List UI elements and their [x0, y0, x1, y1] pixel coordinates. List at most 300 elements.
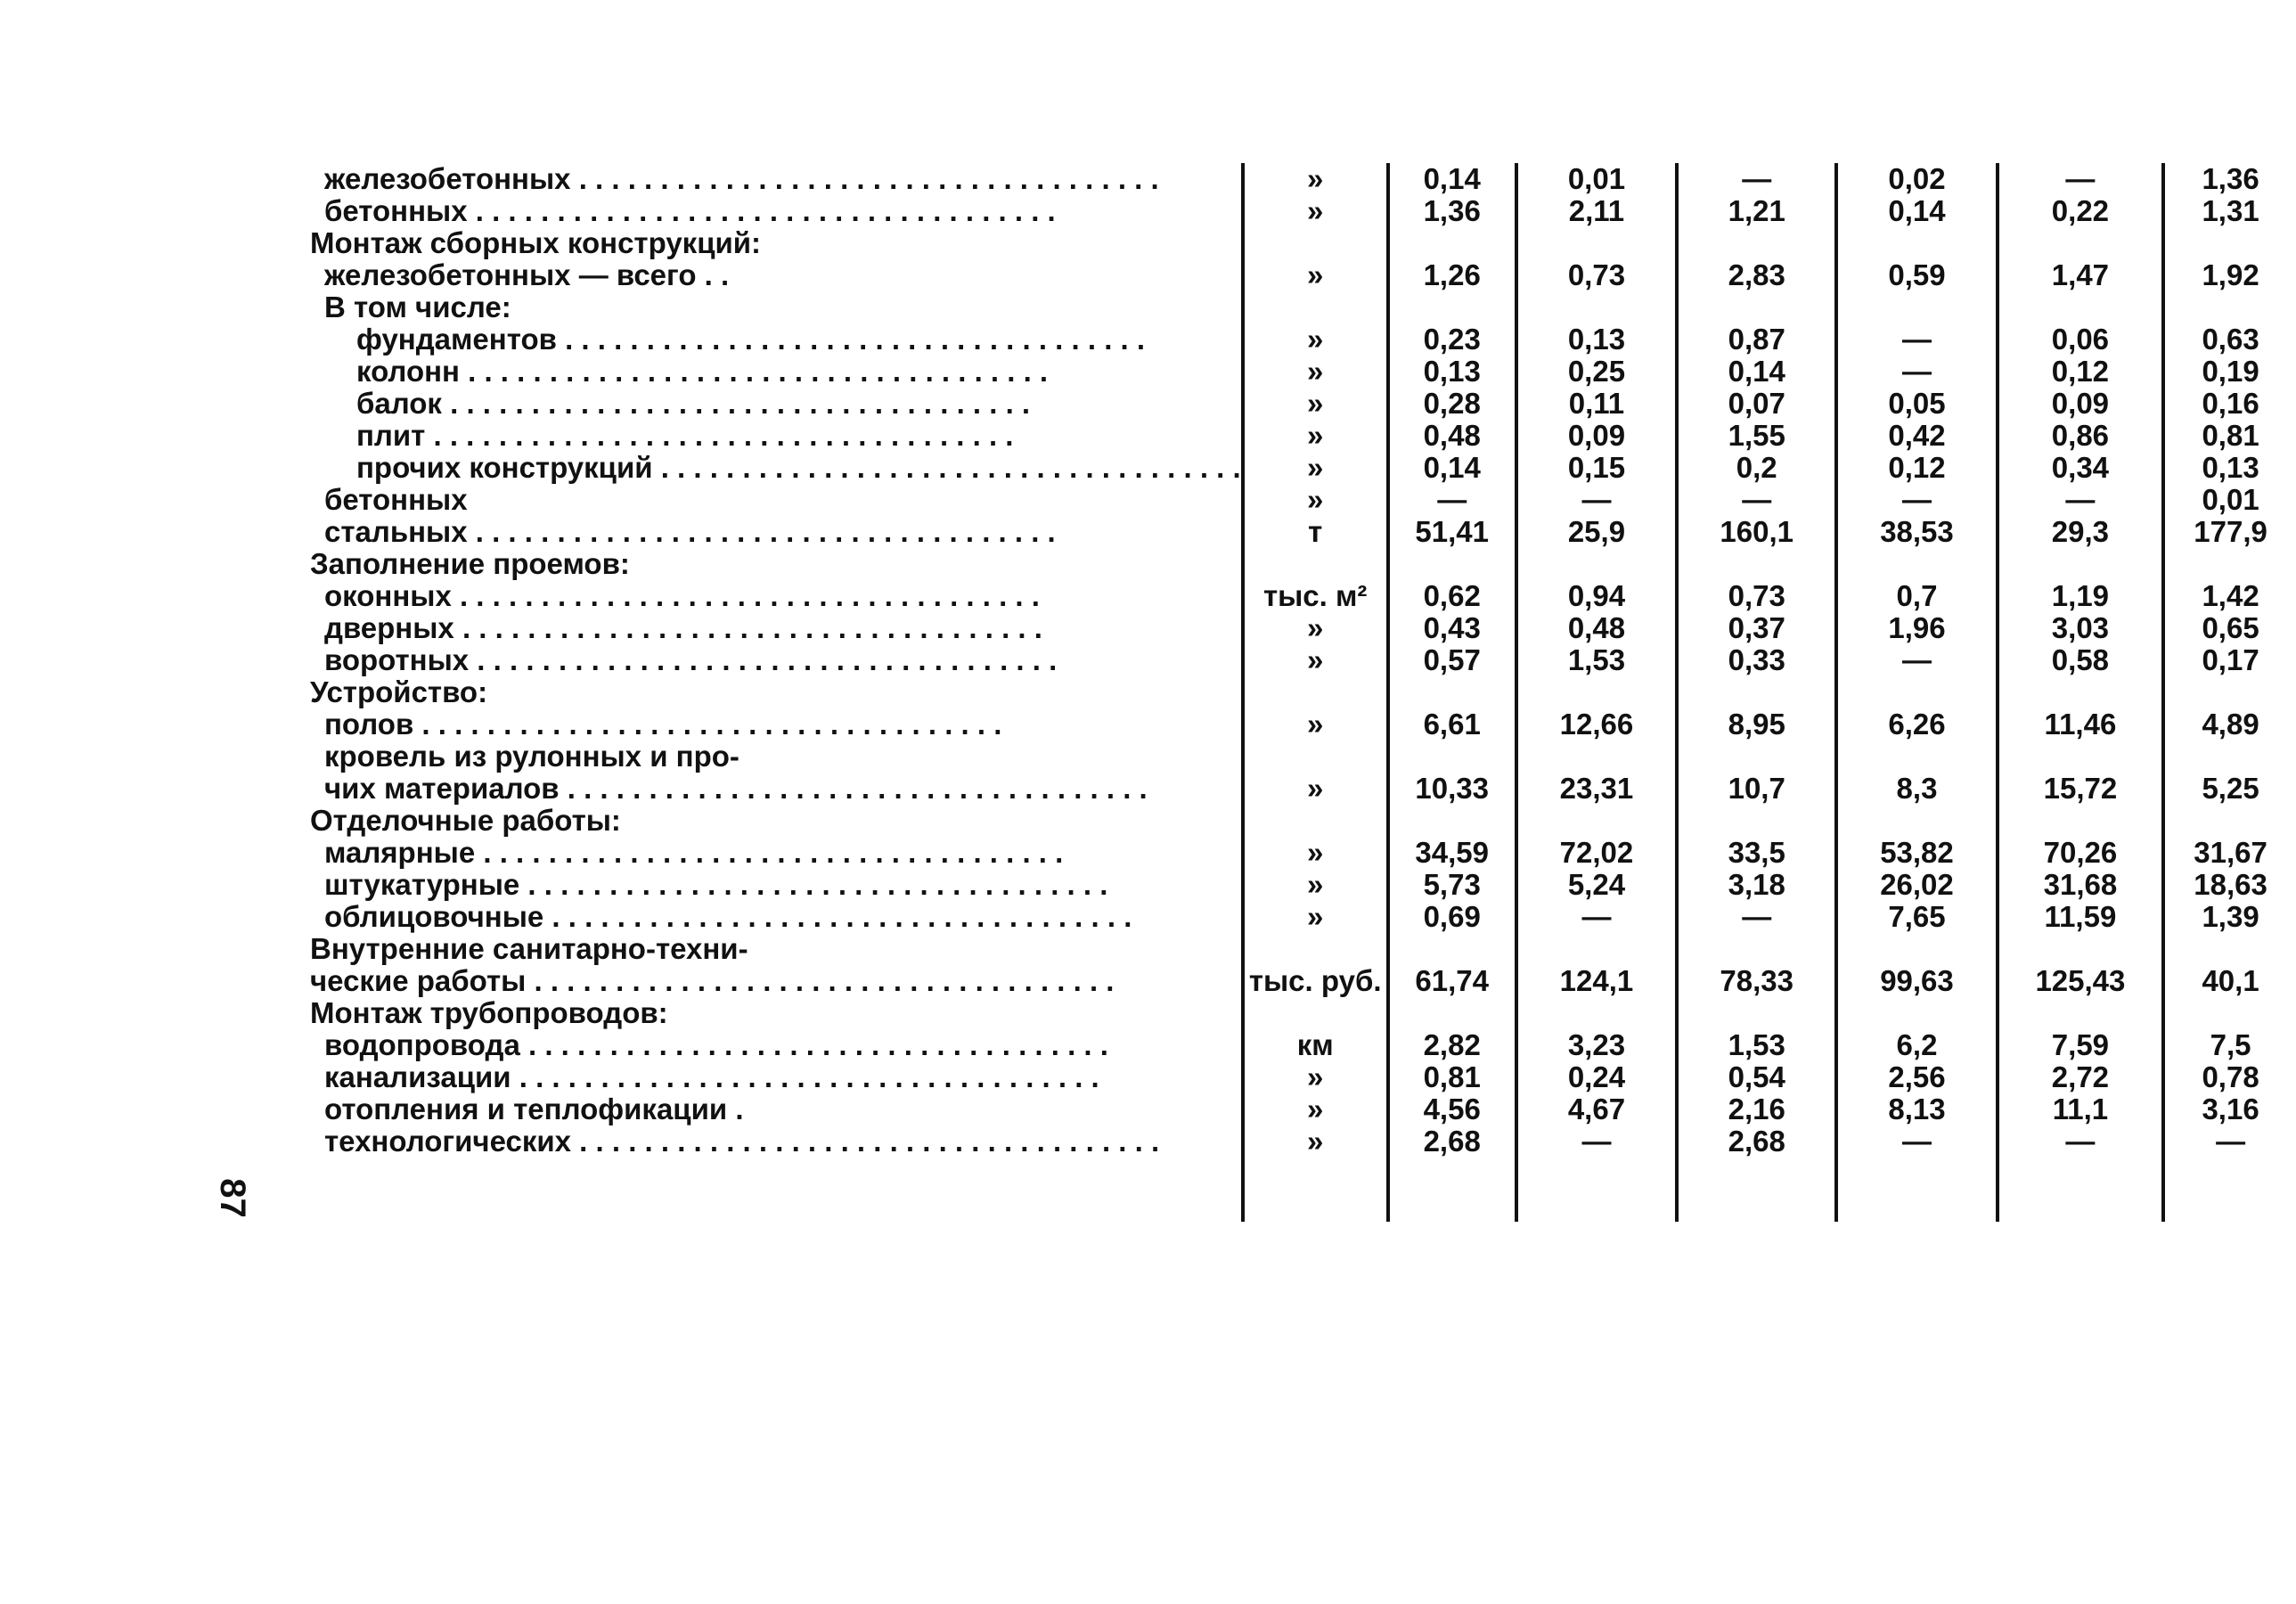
value-cell-col-5: 29,3 — [1998, 516, 2163, 548]
row-label-cell — [283, 291, 1243, 323]
row-label: фундаментов . . . — [283, 323, 1241, 356]
row-label: Внутренние санитарно-техни- — [310, 933, 748, 965]
value-cell-col-2: 0,73 — [1516, 259, 1677, 291]
table-row — [283, 676, 2296, 708]
row-label: прочих конструкций . . . — [283, 452, 1241, 484]
value-cell-col-4: — — [1836, 644, 1997, 676]
value-cell-col-2: 0,09 — [1516, 420, 1677, 452]
table-row — [283, 805, 2296, 837]
row-label-cell — [283, 388, 1243, 420]
value-cell-col-1: — — [1388, 484, 1516, 516]
spacer-cell — [1516, 1158, 1677, 1222]
unit-cell: » — [1243, 388, 1388, 420]
row-label-cell — [283, 901, 1243, 933]
unit-cell — [1243, 933, 1388, 965]
value-cell-col-5: 3,03 — [1998, 612, 2163, 644]
value-cell-col-6 — [2163, 997, 2296, 1029]
row-label-cell — [283, 163, 1243, 195]
value-cell-col-4: 26,02 — [1836, 869, 1997, 901]
row-label-cell — [283, 837, 1243, 869]
value-cell-col-1: 0,13 — [1388, 356, 1516, 388]
table-row — [283, 1093, 2296, 1125]
value-cell-col-4: 7,65 — [1836, 901, 1997, 933]
value-cell-col-5: 15,72 — [1998, 773, 2163, 805]
row-label: ческие работы . . . — [283, 965, 1241, 997]
value-cell-col-1: 34,59 — [1388, 837, 1516, 869]
row-label-cell — [283, 1093, 1243, 1125]
value-cell-col-2: 72,02 — [1516, 837, 1677, 869]
value-cell-col-5: 0,12 — [1998, 356, 2163, 388]
value-cell-col-3: 1,21 — [1677, 195, 1836, 227]
row-label-cell — [283, 773, 1243, 805]
spacer-cell — [1998, 1158, 2163, 1222]
spacer-cell — [2163, 1158, 2296, 1222]
value-cell-col-6: 31,67 — [2163, 837, 2296, 869]
value-cell-col-5: 70,26 — [1998, 837, 2163, 869]
value-cell-col-4: 6,26 — [1836, 708, 1997, 741]
value-cell-col-1 — [1388, 291, 1516, 323]
table-row — [283, 420, 2296, 452]
value-cell-col-3: 0,14 — [1677, 356, 1836, 388]
unit-cell: » — [1243, 869, 1388, 901]
value-cell-col-4: — — [1836, 484, 1997, 516]
value-cell-col-1: 10,33 — [1388, 773, 1516, 805]
value-cell-col-1: 61,74 — [1388, 965, 1516, 997]
value-cell-col-2: 0,13 — [1516, 323, 1677, 356]
row-label: Монтаж сборных конструкций: — [310, 227, 762, 259]
row-label-cell — [283, 644, 1243, 676]
value-cell-col-5 — [1998, 676, 2163, 708]
unit-cell: км — [1243, 1029, 1388, 1061]
spacer-cell — [1388, 1158, 1516, 1222]
table-row — [283, 452, 2296, 484]
value-cell-col-5: 7,59 — [1998, 1029, 2163, 1061]
row-label: колонн . . . — [283, 356, 1241, 388]
value-cell-col-1: 4,56 — [1388, 1093, 1516, 1125]
value-cell-col-6 — [2163, 933, 2296, 965]
value-cell-col-2: 0,48 — [1516, 612, 1677, 644]
value-cell-col-1 — [1388, 227, 1516, 259]
row-label-cell — [283, 484, 1243, 516]
value-cell-col-3 — [1677, 291, 1836, 323]
table-row — [283, 227, 2296, 259]
value-cell-col-5: 0,34 — [1998, 452, 2163, 484]
value-cell-col-1: 2,68 — [1388, 1125, 1516, 1158]
value-cell-col-1: 0,81 — [1388, 1061, 1516, 1093]
value-cell-col-3: 0,33 — [1677, 644, 1836, 676]
value-cell-col-3 — [1677, 805, 1836, 837]
value-cell-col-2: 124,1 — [1516, 965, 1677, 997]
value-cell-col-1 — [1388, 805, 1516, 837]
value-cell-col-3: 0,87 — [1677, 323, 1836, 356]
unit-cell — [1243, 227, 1388, 259]
value-cell-col-6: 0,19 — [2163, 356, 2296, 388]
row-label: железобетонных . . . — [283, 163, 1241, 195]
row-label: бетонных . . . — [283, 195, 1241, 227]
value-cell-col-5 — [1998, 997, 2163, 1029]
unit-cell: » — [1243, 356, 1388, 388]
row-label: отопления и теплофикации . — [324, 1093, 744, 1125]
value-cell-col-5: 11,59 — [1998, 901, 2163, 933]
value-cell-col-3: 2,16 — [1677, 1093, 1836, 1125]
value-cell-col-1: 0,43 — [1388, 612, 1516, 644]
row-label: полов . . . — [283, 708, 1241, 741]
value-cell-col-4: 0,42 — [1836, 420, 1997, 452]
unit-cell — [1243, 548, 1388, 580]
unit-cell: » — [1243, 901, 1388, 933]
unit-cell: » — [1243, 1093, 1388, 1125]
value-cell-col-4: 6,2 — [1836, 1029, 1997, 1061]
table-row — [283, 484, 2296, 516]
value-cell-col-1: 0,62 — [1388, 580, 1516, 612]
unit-cell: » — [1243, 773, 1388, 805]
value-cell-col-2: 2,11 — [1516, 195, 1677, 227]
value-cell-col-3: 2,68 — [1677, 1125, 1836, 1158]
value-cell-col-2 — [1516, 291, 1677, 323]
unit-cell: » — [1243, 420, 1388, 452]
table-row — [283, 548, 2296, 580]
row-label: балок . . . — [283, 388, 1241, 420]
value-cell-col-4 — [1836, 997, 1997, 1029]
value-cell-col-4: 1,96 — [1836, 612, 1997, 644]
value-cell-col-1: 0,14 — [1388, 163, 1516, 195]
unit-cell: т — [1243, 516, 1388, 548]
row-label-cell — [283, 965, 1243, 997]
row-label: штукатурные . . . — [283, 869, 1241, 901]
row-label-cell — [283, 805, 1243, 837]
value-cell-col-2: — — [1516, 484, 1677, 516]
table-row — [283, 869, 2296, 901]
value-cell-col-3: — — [1677, 901, 1836, 933]
row-label-cell — [283, 580, 1243, 612]
value-cell-col-5: — — [1998, 484, 2163, 516]
row-label: дверных . . . — [283, 612, 1241, 644]
value-cell-col-2 — [1516, 997, 1677, 1029]
row-label: технологических . . . — [283, 1125, 1241, 1158]
row-label: плит . . . — [283, 420, 1241, 452]
value-cell-col-4: 8,13 — [1836, 1093, 1997, 1125]
value-cell-col-4: 0,05 — [1836, 388, 1997, 420]
unit-cell: » — [1243, 163, 1388, 195]
value-cell-col-5: 0,86 — [1998, 420, 2163, 452]
row-label: Монтаж трубопроводов: — [310, 997, 668, 1029]
row-label: чих материалов . . . — [283, 773, 1241, 805]
statistics-table — [283, 163, 2296, 1222]
value-cell-col-6: 1,39 — [2163, 901, 2296, 933]
value-cell-col-4: 0,12 — [1836, 452, 1997, 484]
value-cell-col-2: 4,67 — [1516, 1093, 1677, 1125]
value-cell-col-3: 0,73 — [1677, 580, 1836, 612]
unit-cell — [1243, 741, 1388, 773]
value-cell-col-3: 0,2 — [1677, 452, 1836, 484]
table-row — [283, 612, 2296, 644]
row-label-cell — [283, 612, 1243, 644]
row-label: Заполнение проемов: — [310, 548, 630, 580]
value-cell-col-4 — [1836, 548, 1997, 580]
value-cell-col-6: 1,36 — [2163, 163, 2296, 195]
value-cell-col-2: 0,01 — [1516, 163, 1677, 195]
value-cell-col-6: 4,89 — [2163, 708, 2296, 741]
value-cell-col-1: 0,69 — [1388, 901, 1516, 933]
value-cell-col-6: 0,78 — [2163, 1061, 2296, 1093]
value-cell-col-6: 0,65 — [2163, 612, 2296, 644]
table-row — [283, 259, 2296, 291]
value-cell-col-1 — [1388, 741, 1516, 773]
table-row — [283, 965, 2296, 997]
table-bottom-spacer — [283, 1158, 2296, 1222]
value-cell-col-3 — [1677, 741, 1836, 773]
row-label: канализации . . . — [283, 1061, 1241, 1093]
table-row — [283, 644, 2296, 676]
row-label: малярные . . . — [283, 837, 1241, 869]
value-cell-col-4: 53,82 — [1836, 837, 1997, 869]
value-cell-col-6 — [2163, 805, 2296, 837]
row-label-cell — [283, 259, 1243, 291]
row-label: железобетонных — всего . . — [324, 259, 730, 291]
row-label-cell — [283, 548, 1243, 580]
value-cell-col-3: 0,54 — [1677, 1061, 1836, 1093]
value-cell-col-2 — [1516, 227, 1677, 259]
value-cell-col-3: 78,33 — [1677, 965, 1836, 997]
value-cell-col-2: 0,15 — [1516, 452, 1677, 484]
value-cell-col-4 — [1836, 805, 1997, 837]
value-cell-col-5: 0,09 — [1998, 388, 2163, 420]
value-cell-col-4 — [1836, 933, 1997, 965]
value-cell-col-4: 0,02 — [1836, 163, 1997, 195]
row-label: кровель из рулонных и про- — [324, 741, 739, 773]
value-cell-col-1: 1,26 — [1388, 259, 1516, 291]
value-cell-col-4: 0,7 — [1836, 580, 1997, 612]
value-cell-col-5 — [1998, 227, 2163, 259]
table-row — [283, 837, 2296, 869]
table-row — [283, 195, 2296, 227]
value-cell-col-6: 177,9 — [2163, 516, 2296, 548]
row-label: водопровода . . . — [283, 1029, 1241, 1061]
row-label: Отделочные работы: — [310, 805, 621, 837]
spacer-cell — [1836, 1158, 1997, 1222]
table-row — [283, 580, 2296, 612]
row-label-cell — [283, 676, 1243, 708]
value-cell-col-4 — [1836, 227, 1997, 259]
value-cell-col-2 — [1516, 805, 1677, 837]
row-label-cell — [283, 869, 1243, 901]
value-cell-col-2: 3,23 — [1516, 1029, 1677, 1061]
unit-cell — [1243, 291, 1388, 323]
row-label-cell — [283, 227, 1243, 259]
unit-cell: » — [1243, 484, 1388, 516]
value-cell-col-4 — [1836, 741, 1997, 773]
row-label-cell — [283, 195, 1243, 227]
value-cell-col-1 — [1388, 933, 1516, 965]
spacer-cell — [1677, 1158, 1836, 1222]
table-row — [283, 997, 2296, 1029]
value-cell-col-6: 1,31 — [2163, 195, 2296, 227]
row-label: облицовочные . . . — [283, 901, 1241, 933]
value-cell-col-5 — [1998, 805, 2163, 837]
value-cell-col-4: — — [1836, 323, 1997, 356]
row-label: В том числе: — [324, 291, 511, 323]
value-cell-col-3 — [1677, 933, 1836, 965]
value-cell-col-3: 8,95 — [1677, 708, 1836, 741]
row-label-cell — [283, 323, 1243, 356]
unit-cell — [1243, 676, 1388, 708]
value-cell-col-6: 0,16 — [2163, 388, 2296, 420]
value-cell-col-2: — — [1516, 1125, 1677, 1158]
value-cell-col-3: 2,83 — [1677, 259, 1836, 291]
table-row — [283, 163, 2296, 195]
value-cell-col-2: 25,9 — [1516, 516, 1677, 548]
table-row — [283, 516, 2296, 548]
value-cell-col-2: 0,11 — [1516, 388, 1677, 420]
value-cell-col-2 — [1516, 548, 1677, 580]
row-label: бетонных — [324, 484, 468, 516]
unit-cell: » — [1243, 323, 1388, 356]
table-row — [283, 741, 2296, 773]
value-cell-col-1 — [1388, 676, 1516, 708]
unit-cell: » — [1243, 612, 1388, 644]
unit-cell: тыс. руб. — [1243, 965, 1388, 997]
value-cell-col-6 — [2163, 741, 2296, 773]
unit-cell: » — [1243, 259, 1388, 291]
value-cell-col-5: — — [1998, 1125, 2163, 1158]
value-cell-col-6: 0,13 — [2163, 452, 2296, 484]
value-cell-col-4 — [1836, 676, 1997, 708]
unit-cell: » — [1243, 195, 1388, 227]
value-cell-col-3 — [1677, 227, 1836, 259]
value-cell-col-4: 8,3 — [1836, 773, 1997, 805]
value-cell-col-6: 0,81 — [2163, 420, 2296, 452]
value-cell-col-6: 0,63 — [2163, 323, 2296, 356]
value-cell-col-3 — [1677, 997, 1836, 1029]
value-cell-col-4: 0,59 — [1836, 259, 1997, 291]
table-row — [283, 1061, 2296, 1093]
table-body — [283, 163, 2296, 1222]
value-cell-col-4: 0,14 — [1836, 195, 1997, 227]
unit-cell: » — [1243, 1061, 1388, 1093]
unit-cell: » — [1243, 837, 1388, 869]
value-cell-col-3: 1,55 — [1677, 420, 1836, 452]
row-label: Устройство: — [310, 676, 488, 708]
value-cell-col-5: — — [1998, 163, 2163, 195]
value-cell-col-3: 1,53 — [1677, 1029, 1836, 1061]
table-row — [283, 323, 2296, 356]
value-cell-col-3: 10,7 — [1677, 773, 1836, 805]
value-cell-col-4 — [1836, 291, 1997, 323]
spacer-cell — [283, 1158, 1243, 1222]
value-cell-col-6 — [2163, 676, 2296, 708]
value-cell-col-6: 18,63 — [2163, 869, 2296, 901]
value-cell-col-5: 11,46 — [1998, 708, 2163, 741]
row-label-cell — [283, 1125, 1243, 1158]
value-cell-col-6: 5,25 — [2163, 773, 2296, 805]
value-cell-col-5: 0,22 — [1998, 195, 2163, 227]
unit-cell: тыс. м² — [1243, 580, 1388, 612]
value-cell-col-6: 0,01 — [2163, 484, 2296, 516]
table-row — [283, 291, 2296, 323]
value-cell-col-2: — — [1516, 901, 1677, 933]
value-cell-col-3: 0,37 — [1677, 612, 1836, 644]
value-cell-col-1 — [1388, 997, 1516, 1029]
value-cell-col-6: 7,5 — [2163, 1029, 2296, 1061]
value-cell-col-1 — [1388, 548, 1516, 580]
unit-cell: » — [1243, 452, 1388, 484]
value-cell-col-2: 12,66 — [1516, 708, 1677, 741]
value-cell-col-6: 1,92 — [2163, 259, 2296, 291]
value-cell-col-5: 31,68 — [1998, 869, 2163, 901]
value-cell-col-5: 1,19 — [1998, 580, 2163, 612]
table-row — [283, 708, 2296, 741]
value-cell-col-1: 0,23 — [1388, 323, 1516, 356]
value-cell-col-5 — [1998, 291, 2163, 323]
row-label-cell — [283, 516, 1243, 548]
value-cell-col-5: 0,58 — [1998, 644, 2163, 676]
value-cell-col-3 — [1677, 548, 1836, 580]
value-cell-col-3: 33,5 — [1677, 837, 1836, 869]
value-cell-col-2 — [1516, 933, 1677, 965]
value-cell-col-1: 0,28 — [1388, 388, 1516, 420]
value-cell-col-4: — — [1836, 356, 1997, 388]
value-cell-col-2: 0,94 — [1516, 580, 1677, 612]
table-row — [283, 1029, 2296, 1061]
unit-cell: » — [1243, 1125, 1388, 1158]
value-cell-col-2: 5,24 — [1516, 869, 1677, 901]
value-cell-col-5: 125,43 — [1998, 965, 2163, 997]
row-label: воротных . . . — [283, 644, 1241, 676]
table-row — [283, 1125, 2296, 1158]
value-cell-col-1: 0,14 — [1388, 452, 1516, 484]
unit-cell: » — [1243, 708, 1388, 741]
value-cell-col-3 — [1677, 676, 1836, 708]
value-cell-col-5: 0,06 — [1998, 323, 2163, 356]
row-label-cell — [283, 1029, 1243, 1061]
table-row — [283, 388, 2296, 420]
value-cell-col-6 — [2163, 291, 2296, 323]
page-number: 87 — [212, 1178, 252, 1218]
value-cell-col-4: 38,53 — [1836, 516, 1997, 548]
value-cell-col-5 — [1998, 741, 2163, 773]
unit-cell: » — [1243, 644, 1388, 676]
value-cell-col-1: 2,82 — [1388, 1029, 1516, 1061]
spacer-cell — [1243, 1158, 1388, 1222]
value-cell-col-6 — [2163, 548, 2296, 580]
value-cell-col-1: 1,36 — [1388, 195, 1516, 227]
value-cell-col-4: 99,63 — [1836, 965, 1997, 997]
value-cell-col-5: 11,1 — [1998, 1093, 2163, 1125]
row-label-cell — [283, 741, 1243, 773]
table-row — [283, 773, 2296, 805]
unit-cell — [1243, 805, 1388, 837]
value-cell-col-6: 3,16 — [2163, 1093, 2296, 1125]
value-cell-col-2: 1,53 — [1516, 644, 1677, 676]
value-cell-col-2: 23,31 — [1516, 773, 1677, 805]
value-cell-col-1: 6,61 — [1388, 708, 1516, 741]
row-label-cell — [283, 708, 1243, 741]
value-cell-col-3: 0,07 — [1677, 388, 1836, 420]
value-cell-col-1: 51,41 — [1388, 516, 1516, 548]
value-cell-col-2: 0,24 — [1516, 1061, 1677, 1093]
value-cell-col-3: — — [1677, 163, 1836, 195]
row-label: оконных . . . — [283, 580, 1241, 612]
table-row — [283, 933, 2296, 965]
table-row — [283, 901, 2296, 933]
value-cell-col-3: 3,18 — [1677, 869, 1836, 901]
value-cell-col-3: — — [1677, 484, 1836, 516]
value-cell-col-6: 0,17 — [2163, 644, 2296, 676]
value-cell-col-3: 160,1 — [1677, 516, 1836, 548]
row-label-cell — [283, 933, 1243, 965]
value-cell-col-2: 0,25 — [1516, 356, 1677, 388]
value-cell-col-4: — — [1836, 1125, 1997, 1158]
